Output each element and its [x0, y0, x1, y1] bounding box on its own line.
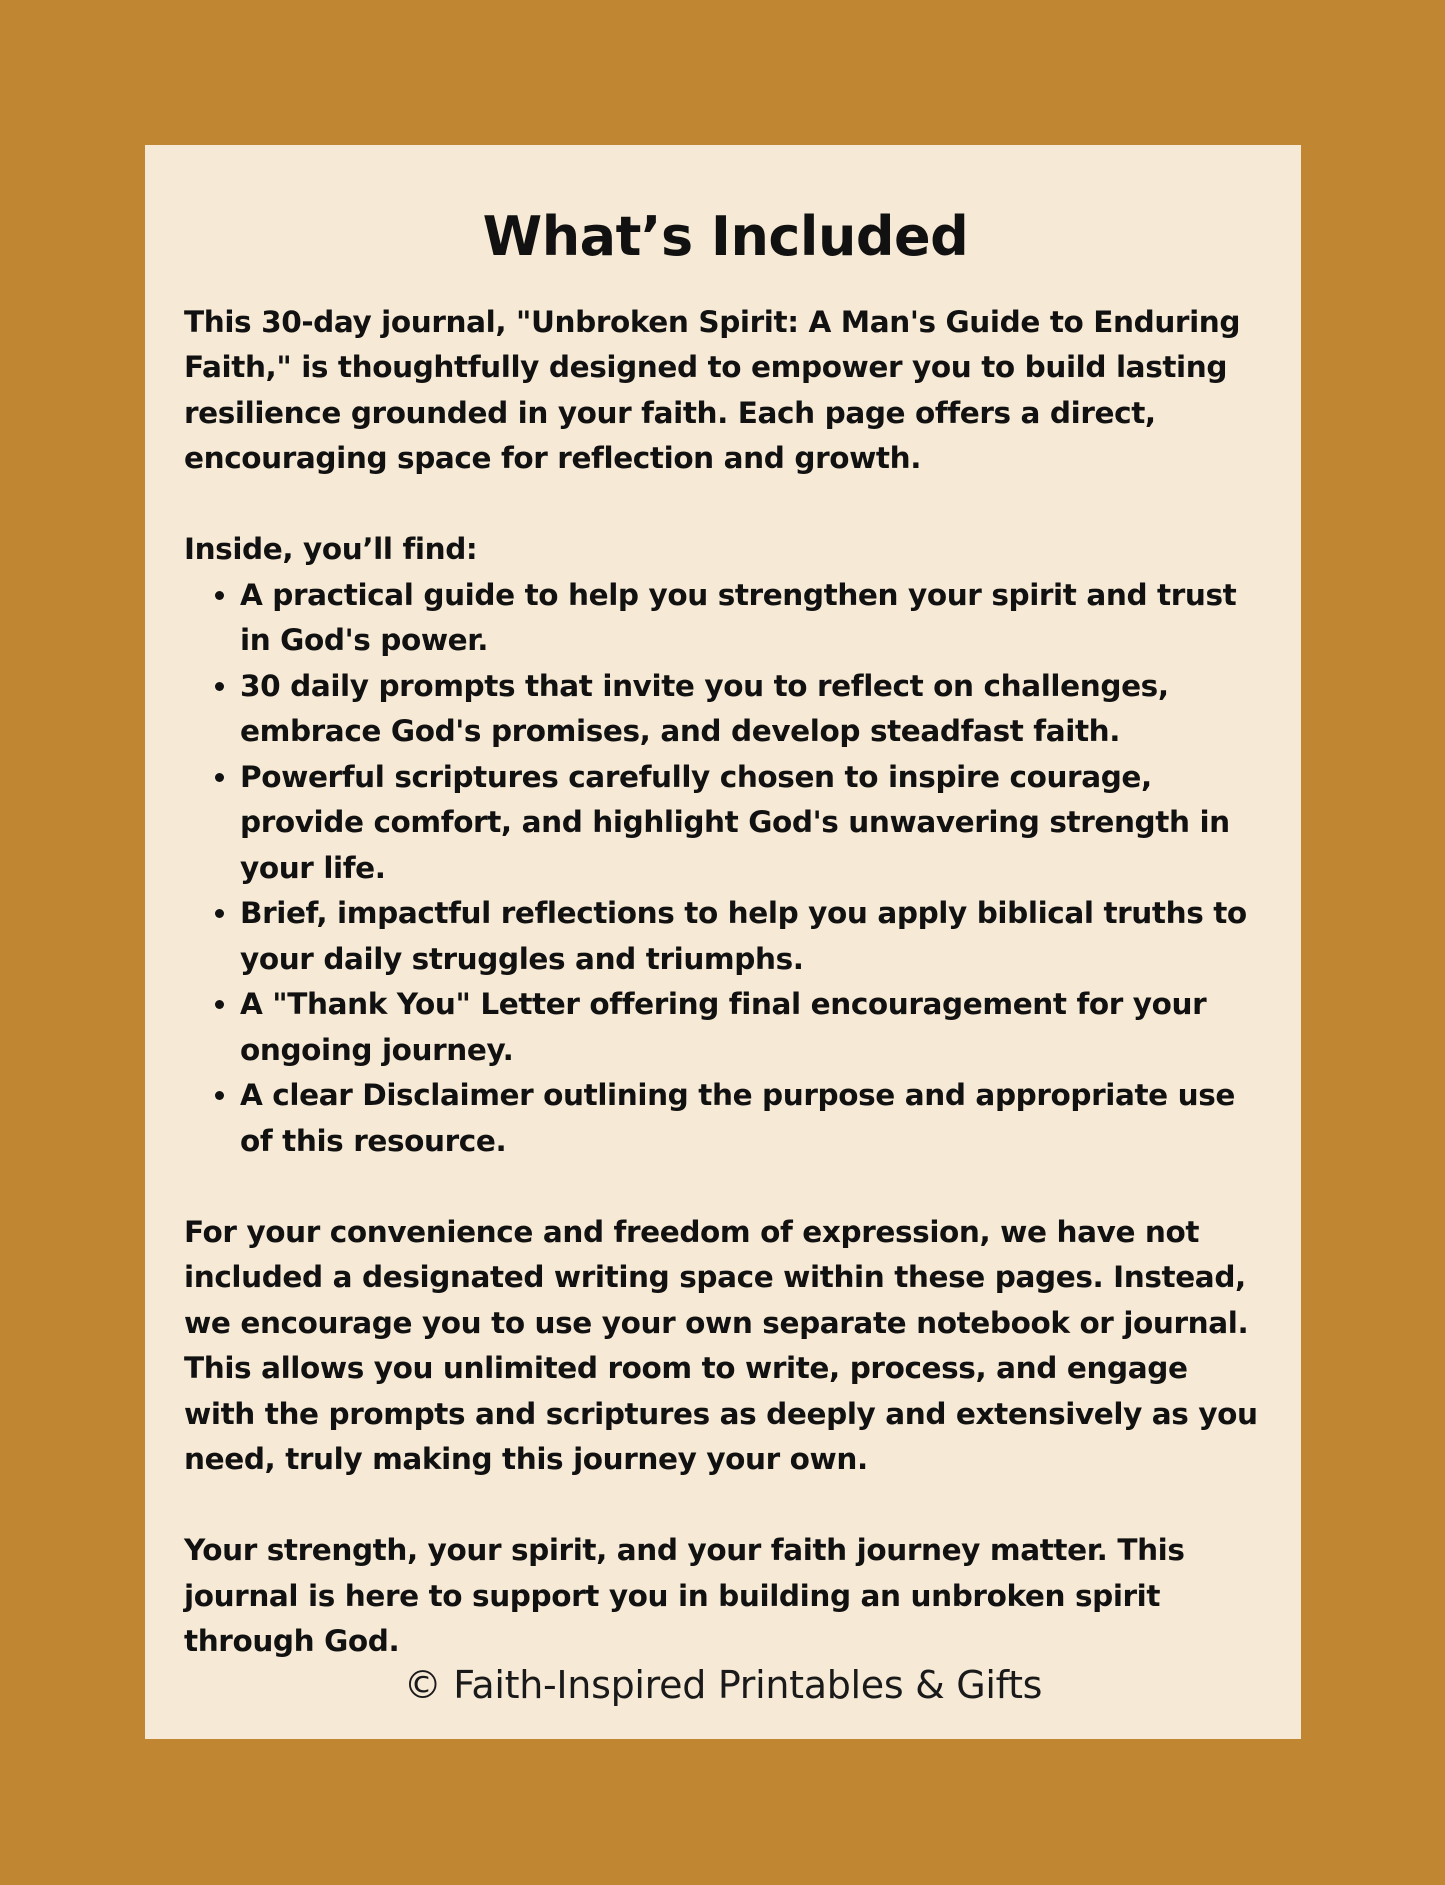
list-item: • A practical guide to help you strengthen your spirit and trust in God's power.: [240, 573, 1267, 664]
list-item: • 30 daily prompts that invite you to reflect on challenges, embrace God's promises, and develop steadfast faith.: [240, 664, 1267, 755]
body-content: [184, 300, 1267, 1665]
page-title: What’s Included: [482, 205, 969, 268]
list-item: • Brief, impactful reflections to help you apply biblical truths to your daily struggles and triumphs.: [240, 891, 1267, 982]
copyright-footer: © Faith-Inspired Printables & Gifts: [403, 1663, 1043, 1707]
included-items-list: [184, 573, 1267, 1165]
intro-paragraph: This 30-day journal, "Unbroken Spirit: A Man's Guide to Enduring Faith," is thoughtfully designed to empower you to build lasting resilience grounded in your faith. Each page offers a direct, encouraging space for reflection and growth.: [184, 304, 1241, 476]
convenience-paragraph: For your convenience and freedom of expression, we have not included a designated writing space within these pages. Instead, we encourage you to use your own separate notebook or journal. This allows you unlimited room to write, process, and engage with the prompts and scriptures as deeply and extensively as you need, truly making this journey your own.: [184, 1214, 1258, 1477]
list-item: • Powerful scriptures carefully chosen to inspire courage, provide comfort, and highlight God's unwavering strength in your life.: [240, 755, 1267, 892]
content-card: [145, 145, 1301, 1739]
inside-label: Inside, you’ll find:: [184, 532, 478, 567]
list-item: • A clear Disclaimer outlining the purpose and appropriate use of this resource.: [240, 1073, 1267, 1164]
closing-paragraph: Your strength, your spirit, and your faith journey matter. This journal is here to support you in building an unbroken spirit through God.: [184, 1533, 1185, 1659]
list-item: • A "Thank You" Letter offering final encouragement for your ongoing journey.: [240, 982, 1267, 1073]
